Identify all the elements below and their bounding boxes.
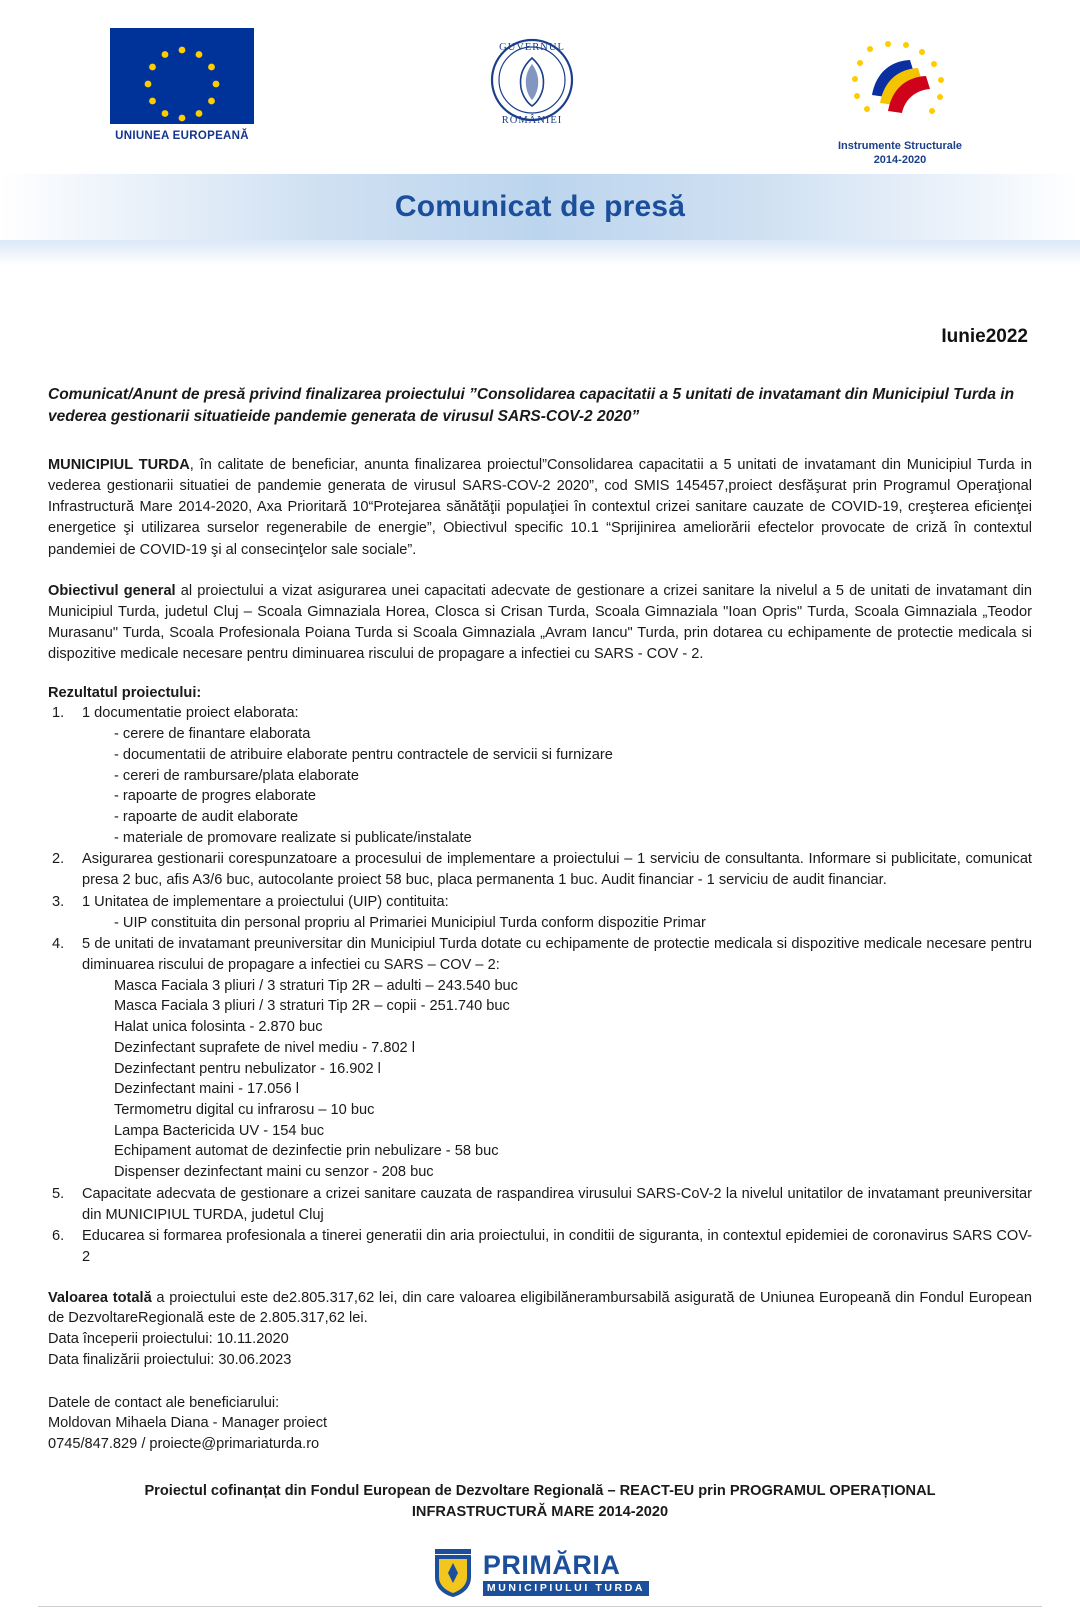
eu-logo-block: [110, 28, 254, 142]
instrumente-structurale-caption: [838, 140, 962, 168]
list-item-text: Asigurarea gestionarii corespunzatoare a procesului de implementare a proiectului – 1 serviciu de consultanta. Informare si publicitate, comunicat presa 2 buc, afis A3/6 buc, autocolante proiect 58 buc, placa permanenta 1 buc. Audit financiar - 1 serviciu de audit financiar.: [82, 851, 1032, 889]
project-end-date: Data finalizării proiectului: 30.06.2023: [48, 1351, 292, 1368]
page-title: Comunicat de presă: [394, 190, 686, 223]
list-item: [48, 1226, 1032, 1267]
european-union-flag-icon: [110, 28, 254, 124]
title-band-fade: [0, 240, 1080, 266]
list-item-number: 5.: [52, 1185, 65, 1202]
cofinancing-line1: Proiectul cofinanțat din Fondul European de Dezvoltare Regională – REACT-EU prin PROGRAMUL OPERAȚIONAL: [144, 1482, 936, 1499]
objective-rest: al proiectului a vizat asigurarea unei capacitati adecvate de gestionare a crizei sanitare la nivelul a 5 de unitati de invatamant din Municipiul Turda, judetul Cluj – Scoala Gimnaziala Horea, Closca si Crisan Turda, Scoala Gimnaziala "Ioan Opris" Turda, Scoala Gimnaziala „Teodor Murasanu" Turda, Scoala Profesionala Poiana Turda si Scoala Gimnaziala „Avram Iancu" Turda, prin dotarea cu echipamente de protectie medicala si dispozitive medicale necesare pentru diminuarea riscului de propagare a infectiei cu SARS - COV - 2.: [48, 582, 1033, 663]
list-item-number: 4.: [52, 936, 65, 953]
list-item-body: [82, 892, 1032, 933]
sub-list-item: - materiale de promovare realizate si publicate/instalate: [114, 829, 472, 846]
list-item-text: 1 Unitatea de implementare a proiectului (UIP) contituita:: [82, 893, 449, 910]
document-subject: Comunicat/Anunt de presă privind finalizarea proiectului ”Consolidarea capacitatii a 5 unitati de invatamant din Municipiul Turda in vederea gestionarii situatieide pandemie generata de virusul SARS-COV-2 2020”: [48, 386, 1015, 426]
list-item-text: Educarea si formarea profesionala a tinerei generatii din aria proiectului, in conditii de siguranta, in contextul epidemiei de coronavirus SARS COV-2: [82, 1228, 1032, 1266]
sub-list-item: - rapoarte de audit elaborate: [114, 808, 299, 825]
is-caption-line1: Instrumente Structurale: [837, 140, 963, 152]
sub-list-item: Dezinfectant maini - 17.056 l: [114, 1081, 299, 1098]
sub-list-item: - cerere de finantare elaborata: [114, 726, 311, 743]
primaria-title: PRIMĂRIA: [482, 1550, 621, 1581]
sub-list-item: - UIP constituita din personal propriu al Primariei Municipiul Turda conform dispozitie Primar: [114, 914, 706, 931]
project-value-lead: Valoarea totală: [48, 1289, 152, 1306]
list-item-body: [82, 1184, 1032, 1225]
contact-name: Moldovan Mihaela Diana - Manager proiect: [48, 1415, 328, 1432]
sub-list-item: Masca Faciala 3 pliuri / 3 straturi Tip 2R – copii - 251.740 buc: [114, 998, 510, 1015]
list-item: [48, 703, 1032, 848]
list-item-number: 1.: [52, 705, 65, 722]
project-value-paragraph: [48, 1288, 1032, 1329]
contact-title: Datele de contact ale beneficiarului:: [48, 1394, 280, 1411]
sub-list-item: - documentatii de atribuire elaborate pentru contractele de servicii si furnizare: [114, 746, 613, 763]
list-item: [48, 892, 1032, 933]
header-logo-bar: [0, 0, 1080, 166]
sub-list: [82, 724, 1032, 848]
sub-list-item: Masca Faciala 3 pliuri / 3 straturi Tip 2R – adulti – 243.540 buc: [114, 977, 518, 994]
list-item: [48, 934, 1032, 1183]
list-item-body: [82, 849, 1032, 890]
document-date: Iunie2022: [941, 326, 1028, 347]
intro-paragraph: [48, 455, 1032, 561]
is-caption-line2: 2014-2020: [873, 153, 927, 166]
project-start-date: Data începerii proiectului: 10.11.2020: [48, 1331, 289, 1348]
sub-list-item: Dezinfectant suprafete de nivel mediu - 7.802 l: [114, 1039, 415, 1056]
guvernul-romaniei-logo-icon: [457, 28, 607, 132]
list-item: [48, 1184, 1032, 1225]
sub-list: [82, 976, 1032, 1183]
primaria-wordmark: [483, 1552, 649, 1596]
contact-details[interactable]: 0745/847.829 / proiecte@primariaturda.ro: [48, 1436, 320, 1453]
project-value-rest: a proiectului este de2.805.317,62 lei, din care valoarea eligibilănerambursabilă asigurată de Uniunea Europeană din Fondul European de DezvoltareRegională este de 2.805.317,62 lei.: [48, 1289, 1032, 1327]
results-list: [48, 703, 1032, 1267]
sub-list-item: - rapoarte de progres elaborate: [114, 788, 317, 805]
list-item-number: 6.: [52, 1228, 65, 1245]
primaria-turda-logo: [48, 1549, 1032, 1619]
eu-stars-icon: [110, 28, 254, 124]
objective-paragraph: [48, 581, 1032, 666]
svg-text:GUVERNUL: GUVERNUL: [499, 42, 565, 53]
svg-text:ROMÂNIEI: ROMÂNIEI: [501, 115, 563, 126]
government-logo-block: [457, 28, 607, 132]
project-value-block: [48, 1288, 1032, 1371]
sub-list-item: Echipament automat de dezinfectie prin nebulizare - 58 buc: [114, 1143, 499, 1160]
gov-emblem-icon: [457, 28, 607, 132]
intro-lead: MUNICIPIUL TURDA: [48, 456, 190, 473]
objective-lead: Obiectivul general: [48, 582, 176, 599]
instrumente-structurale-logo-icon: [810, 28, 990, 138]
document-body: [0, 266, 1080, 1619]
list-item-text: 1 documentatie proiect elaborata:: [82, 705, 299, 722]
sub-list-item: Dezinfectant pentru nebulizator - 16.902 l: [114, 1060, 381, 1077]
primaria-subtitle: MUNICIPIULUI TURDA: [483, 1581, 649, 1596]
eu-logo-caption: UNIUNEA EUROPEANĂ: [115, 130, 249, 142]
list-item-text: Capacitate adecvata de gestionare a crizei sanitare cauzata de raspandirea virusului SARS-CoV-2 la nivelul unitatilor de invatamant preuniversitar din MUNICIPIUL TURDA, judetul Cluj: [82, 1185, 1032, 1223]
sub-list-item: Halat unica folosinta - 2.870 buc: [114, 1019, 323, 1036]
list-item-body: [82, 703, 1032, 848]
contact-block: [48, 1393, 1032, 1455]
sub-list-item: - cereri de rambursare/plata elaborate: [114, 767, 359, 784]
instrumente-structurale-logo-block: [810, 28, 990, 168]
page-bottom-divider: [38, 1606, 1042, 1607]
sub-list: [82, 913, 1032, 934]
list-item-body: [82, 934, 1032, 1183]
is-emblem-icon: [810, 33, 990, 133]
list-item-number: 3.: [52, 893, 65, 910]
cofinancing-line2: INFRASTRUCTURĂ MARE 2014-2020: [411, 1503, 669, 1520]
sub-list-item: Dispenser dezinfectant maini cu senzor - 208 buc: [114, 1164, 434, 1181]
list-item-text: 5 de unitati de invatamant preuniversitar din Municipiul Turda dotate cu echipamente de protectie medicala si dispozitive medicale necesare pentru diminuarea riscului de propagare a infectiei cu SARS – COV – 2:: [82, 936, 1032, 973]
list-item: [48, 849, 1032, 890]
intro-rest: , în calitate de beneficiar, anunta finalizarea proiectul”Consolidarea capacitatii a 5 unitati de invatamant din Municipiul Turda in vederea gestionarii situatiei de pandemie generata de virusul SARS-COV-2 2020”, cod SMIS 145457,proiect desfăşurat prin Programul Operaţional Infrastructură Mare 2014-2020, Axa Prioritară 10“Protejarea sănătăţii populaţiei în contextul crizei sanitare cauzate de COVID-19, creşterea eficienţei energetice şi utilizarea surselor regenerabile de energie”, Obiectivul specific 10.1 “Sprijinirea ameliorării efectelor provocate de criză în contextul pandemiei de COVID-19 şi al consecinţelor sale sociale”.: [48, 456, 1032, 558]
list-item-number: 2.: [52, 851, 65, 868]
title-band: [0, 174, 1080, 240]
sub-list-item: Lampa Bactericida UV - 154 buc: [114, 1122, 325, 1139]
results-heading: Rezultatul proiectului:: [48, 685, 202, 702]
crest-shield-icon: [431, 1549, 475, 1599]
turda-coat-of-arms-icon: [431, 1549, 475, 1599]
sub-list-item: Termometru digital cu infrarosu – 10 buc: [114, 1102, 375, 1118]
cofinancing-note: [48, 1481, 1032, 1523]
list-item-body: [82, 1226, 1032, 1267]
